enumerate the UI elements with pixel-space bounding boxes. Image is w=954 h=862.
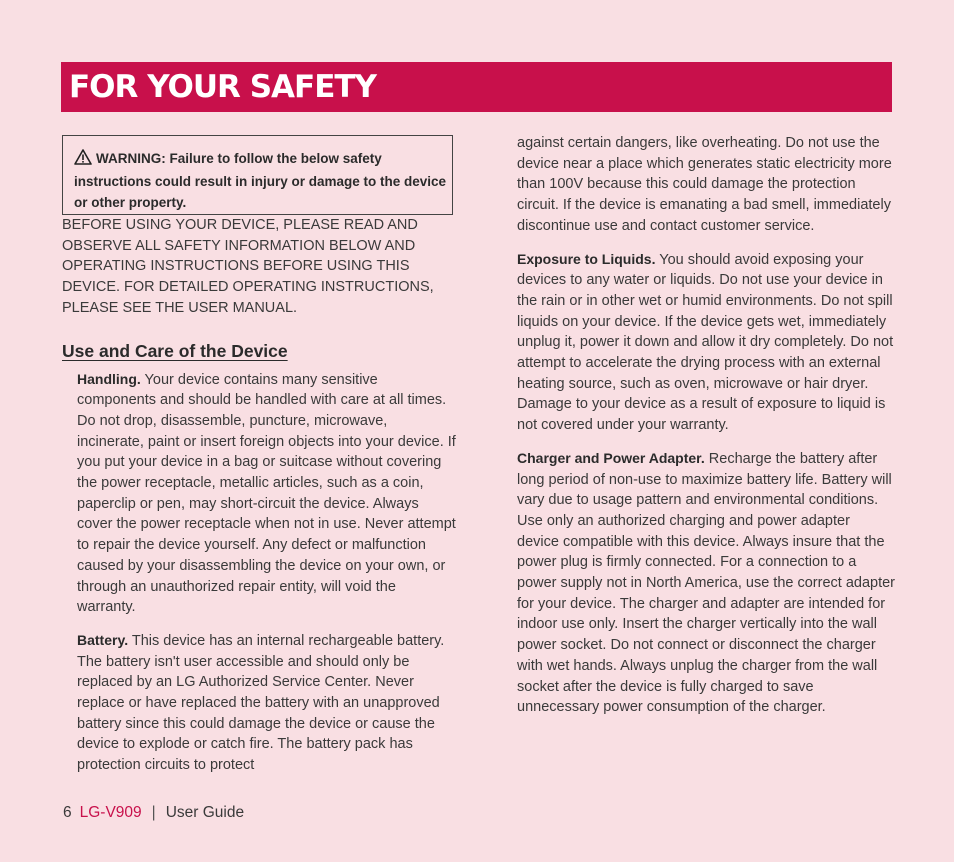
warning-triangle-icon	[74, 149, 92, 171]
battery-label: Battery.	[77, 631, 129, 648]
handling-paragraph	[77, 369, 458, 618]
charger-label: Charger and Power Adapter.	[517, 449, 705, 466]
section-heading: Use and Care of the Device	[62, 340, 288, 361]
liquids-paragraph	[517, 249, 895, 436]
warning-box	[62, 135, 453, 215]
left-column	[62, 135, 454, 776]
page-banner	[61, 62, 892, 112]
footer-separator: |	[151, 804, 156, 821]
right-column	[517, 133, 895, 718]
handling-label: Handling.	[77, 370, 141, 387]
liquids-label: Exposure to Liquids.	[517, 250, 656, 267]
battery-paragraph	[77, 630, 458, 776]
battery-continued-paragraph: against certain dangers, like overheating. Do not use the device near a place which generates static electricity more than 100V because this could damage the protection circuit. If the device is emanating a bad smell, immediately discontinue use and contact customer service.	[517, 135, 892, 234]
intro-text: BEFORE USING YOUR DEVICE, PLEASE READ AND OBSERVE ALL SAFETY INFORMATION BELOW AND OPERATING INSTRUCTIONS BEFORE USING THIS DEVICE. FOR DETAILED OPERATING INSTRUCTIONS, PLEASE SEE THE USER MANUAL.	[62, 217, 434, 316]
warning-text: WARNING: Failure to follow the below safety instructions could result in injury or damage to the device or other property.	[74, 151, 447, 210]
page-number: 6	[63, 804, 72, 821]
handling-text: Your device contains many sensitive components and should be handled with care at all times. Do not drop, disassemble, puncture, microwave, incinerate, paint or insert foreign objects into your device. If you put your device in a bag or suitcase without covering the power receptacle, metallic articles, such as a coin, paperclip or pen, may short-circuit the device. Always cover the power receptacle when not in use. Never attempt to repair the device yourself. Any defect or malfunction caused by your disassembling the device on your own, or through an unauthorized repair entity, will void the warranty.	[77, 371, 456, 616]
guide-label: User Guide	[165, 804, 245, 821]
page-footer	[63, 804, 244, 822]
liquids-text: You should avoid exposing your devices to any water or liquids. Do not use your device in the rain or in other wet or humid environments. Do not spill liquids on your device. If the device gets wet, immediately unplug it, power it down and allow it dry completely. Do not attempt to accelerate the drying process with an external heating source, such as oven, microwave or hair dryer. Damage to your device as a result of exposure to liquid is not covered under your warranty.	[517, 251, 894, 434]
page-title: FOR YOUR SAFETY	[69, 69, 376, 105]
model-name: LG-V909	[79, 804, 142, 821]
charger-text: Recharge the battery after long period of non-use to maximize battery life. Battery will vary due to usage pattern and environmental conditions. Use only an authorized charging and power adapter device compatible with this device. Always insure that the power plug is firmly connected. For a connection to a power supply not in North America, use the correct adapter for your device. The charger and adapter are intended for indoor use only. Insert the charger vertically into the wall power socket. Do not connect or disconnect the charger with wet hands. Always unplug the charger from the wall socket after the device is fully charged to save unnecessary power consumption of the charger.	[517, 450, 895, 716]
charger-paragraph	[517, 448, 895, 718]
battery-text: This device has an internal rechargeable battery. The battery isn't user accessible and should only be replaced by an LG Authorized Service Center. Never replace or have replaced the battery with an unapproved battery since this could damage the device or cause the device to explode or catch fire. The battery pack has protection circuits to protect	[77, 632, 445, 774]
